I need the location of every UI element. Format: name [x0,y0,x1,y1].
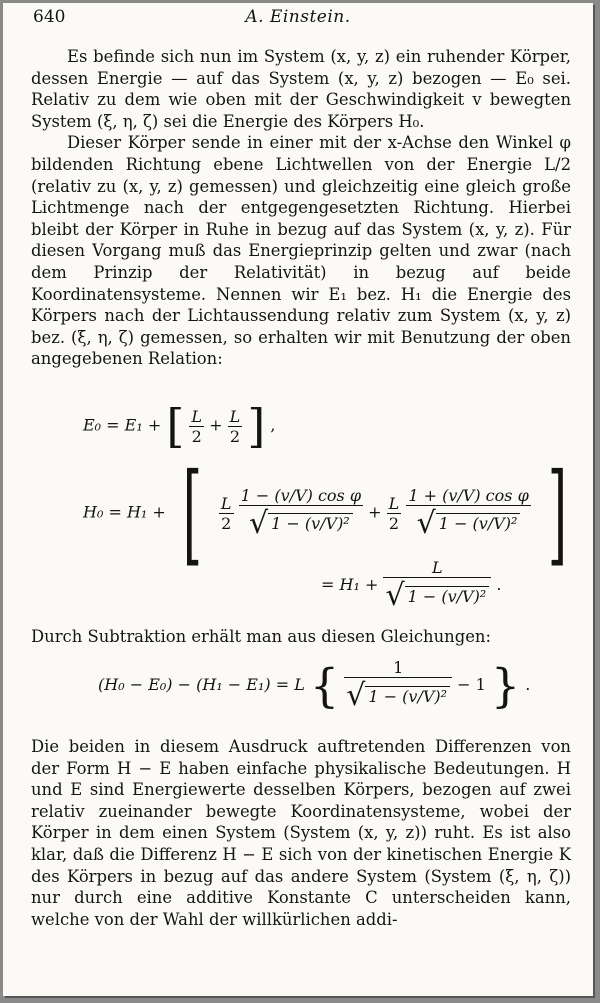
eq-h0-f2 [406,486,530,541]
eq-e0-frac-1-den: 2 [191,426,202,446]
eq-h0-f1-sqrt [249,506,353,541]
eq-e0-frac-1 [189,407,204,446]
equation-h0 [83,449,579,577]
eq-diff-num: 1 [344,658,452,678]
page-number: 640 [33,7,66,27]
sqrt-icon: √ [416,505,436,541]
eq-diff-sqrt [346,678,450,713]
eq-h0-lhs: H₀ = H₁ + [83,502,166,522]
eq-h0-rhs-den [383,578,491,613]
eq-h0-rhs-root: 1 − (v/V)² [405,586,490,606]
equation-e0 [83,399,276,453]
equation-difference [98,658,530,713]
eq-h0-rhs-lhs: = H₁ + [321,575,379,594]
sqrt-icon: √ [248,505,269,541]
eq-h0-f2-num: 1 + (v/V) cos φ [408,485,529,505]
eq-diff-tail: . [525,675,531,694]
eq-h0-f1-den [239,506,363,541]
paragraph-2: Dieser Körper sende in einer mit der x-Achse den Winkel φ bildenden Richtung ebene Lichtwellen von der Energie L/2 (relativ zu (x, y, z) gemessen) und gleichzeitig eine gleich große Lichtmenge nach der entgegengesetzten Richtung. Hierbei bleibt der Körper in Ruhe in bezug auf das System (x, y, z). Für diesen Vorgang muß das Energieprinzip gelten und zwar (nach dem Prinzip der Relativität) in bezug auf beide Koordinatensysteme. Nennen wir E₁ bez. H₁ die Energie des Körpers nach der Lichtaussendung relativ zum System (x, y, z) bez. (ξ, η, ζ) gemessen, so erhalten wir mit Benutzung der oben angegebenen Relation: [31,133,571,369]
subtraction-line: Durch Subtraktion erhält man aus diesen Gleichungen: [31,627,491,646]
eq-diff-brace-close: } [490,658,521,713]
running-title: A. Einstein. [245,7,351,27]
eq-e0-bracket-open: [ [166,399,185,453]
eq-diff-minus: − 1 [457,675,486,694]
eq-h0-rhs-sqrt [385,578,489,613]
eq-h0-l2 [387,494,402,533]
eq-e0-bracket-close: ] [247,399,266,453]
eq-h0-l1 [219,494,234,533]
equation-h0-rhs [321,558,501,613]
body-text-bottom [31,736,571,930]
paragraph-3: Die beiden in diesem Ausdruck auftretenden Differenzen von der Form H − E haben einfache physikalische Bedeutungen. H und E sind Energiewerte desselben Körpers, bezogen auf zwei relativ zueinander bewegte Koordinatensysteme, wobei der Körper in dem einen System (System (x, y, z)) ruht. Es ist also klar, daß die Differenz H − E sich von der kinetischen Energie K des Körpers in bezug auf das andere System (System (ξ, η, ζ)) nur durch eine additive Konstante C unterscheiden kann, welche von der Wahl der willkürlichen addi- [31,737,571,929]
eq-h0-f2-root: 1 − (v/V)² [436,513,521,533]
eq-h0-rhs-num: L [383,558,491,578]
eq-h0-l1-num: L [220,493,232,513]
eq-h0-rhs-frac [383,558,491,613]
sqrt-icon: √ [346,678,366,713]
eq-h0-bracket-close: ] [547,449,567,577]
eq-h0-f2-den [406,506,530,541]
eq-e0-frac-2-den: 2 [229,426,241,446]
eq-diff-frac [344,658,452,713]
eq-h0-f1-num: 1 − (v/V) cos φ [240,485,362,505]
page [3,3,593,996]
eq-h0-l2-den: 2 [388,513,400,533]
eq-e0-tail: , [270,415,276,435]
eq-h0-f1 [239,486,363,541]
body-text-top [31,46,571,370]
eq-diff-brace-open: { [309,658,340,713]
sqrt-icon: √ [385,578,405,613]
eq-diff-root: 1 − (v/V)² [365,686,450,706]
eq-e0-frac-1-num: L [191,406,203,426]
paragraph-1: Es befinde sich nun im System (x, y, z) ein ruhender Körper, dessen Energie — auf das System (x, y, z) bezogen — E₀ sei. Relativ zu dem wie oben mit der Geschwindigkeit v bewegten System (ξ, η, ζ) sei die Energie des Körpers H₀. [31,47,571,131]
eq-h0-f1-root: 1 − (v/V)² [268,513,353,533]
eq-h0-bracket-open: [ [182,449,203,577]
eq-diff-den [344,678,452,713]
eq-e0-frac-2-num: L [229,406,241,426]
eq-h0-l2-num: L [388,493,400,513]
eq-h0-f2-sqrt [417,506,521,541]
eq-h0-plus: + [368,502,382,522]
eq-h0-rhs-tail: . [496,575,502,594]
eq-diff-lhs: (H₀ − E₀) − (H₁ − E₁) = L [98,675,305,694]
eq-e0-lhs: E₀ = E₁ + [83,415,162,435]
page-header [33,7,563,33]
eq-h0-l1-den: 2 [221,513,232,533]
eq-e0-frac-2 [228,407,243,446]
eq-e0-plus: + [209,415,223,435]
